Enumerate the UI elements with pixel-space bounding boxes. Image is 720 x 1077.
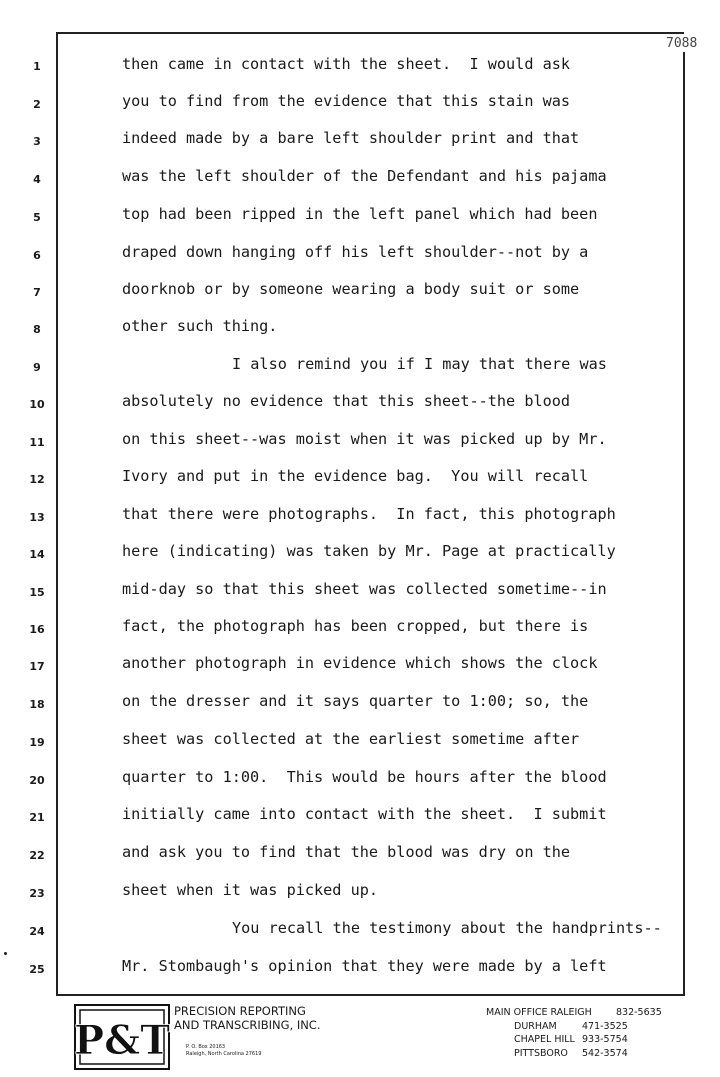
line-number: 3	[33, 135, 41, 148]
line-number: 7	[33, 286, 41, 299]
transcript-line: indeed made by a bare left shoulder print and that	[122, 129, 580, 147]
transcript-line: absolutely no evidence that this sheet--the blood	[122, 392, 571, 410]
transcript-line: and ask you to find that the blood was dry on the	[122, 843, 571, 861]
transcript-line: Ivory and put in the evidence bag. You will recall	[122, 467, 589, 485]
line-number: 22	[29, 849, 45, 862]
transcript-line: another photograph in evidence which shows the clock	[122, 654, 598, 672]
transcript-line: sheet when it was picked up.	[122, 881, 379, 899]
line-number: 17	[29, 660, 45, 673]
line-number: 5	[33, 211, 41, 224]
transcript-line: initially came into contact with the sheet. I submit	[122, 805, 607, 823]
transcript-line: on this sheet--was moist when it was picked up by Mr.	[122, 430, 607, 448]
transcript-line: fact, the photograph has been cropped, but there is	[122, 617, 589, 635]
line-number: 25	[29, 963, 45, 976]
office-row	[486, 1006, 662, 1020]
transcript-line: draped down hanging off his left shoulder--not by a	[122, 243, 589, 261]
line-number: 19	[29, 736, 45, 749]
transcript-line: here (indicating) was taken by Mr. Page at practically	[122, 542, 616, 560]
company-name	[174, 1004, 321, 1032]
transcript-line: quarter to 1:00. This would be hours after the blood	[122, 768, 607, 786]
line-number: 4	[33, 173, 41, 186]
transcript-line: you to find from the evidence that this stain was	[122, 92, 571, 110]
line-number: 2	[33, 98, 41, 111]
footer	[0, 1000, 720, 1077]
office-row	[514, 1033, 662, 1047]
line-number: 24	[29, 925, 45, 938]
office-list	[486, 1006, 662, 1060]
line-number: 1	[33, 60, 41, 73]
office-name: MAIN OFFICE RALEIGH	[486, 1007, 592, 1018]
office-row	[514, 1020, 662, 1034]
line-number: 13	[29, 511, 45, 524]
margin-dot	[4, 952, 7, 955]
office-row	[514, 1047, 662, 1061]
page-number: 7088	[666, 36, 698, 51]
company-logo	[74, 1004, 170, 1070]
company-name-line: AND TRANSCRIBING, INC.	[174, 1018, 321, 1032]
office-name: CHAPEL HILL	[514, 1034, 575, 1046]
transcript-line: doorknob or by someone wearing a body suit or some	[122, 280, 580, 298]
transcript-line: mid-day so that this sheet was collected sometime--in	[122, 580, 607, 598]
office-phone: 933-5754	[582, 1034, 628, 1046]
office-phone: 471-3525	[582, 1020, 628, 1032]
transcript-line: top had been ripped in the left panel which had been	[122, 205, 598, 223]
line-number: 9	[33, 361, 41, 374]
office-phone: 542-3574	[582, 1047, 628, 1059]
office-phone: 832-5635	[616, 1007, 662, 1018]
address-line: Raleigh, North Carolina 27619	[186, 1051, 262, 1057]
line-number: 12	[29, 473, 45, 486]
transcript-line: then came in contact with the sheet. I would ask	[122, 55, 571, 73]
address-line: P. O. Box 20163	[186, 1044, 226, 1050]
line-number: 21	[29, 811, 45, 824]
line-number: 18	[29, 698, 45, 711]
transcript-frame-right-border	[683, 52, 685, 996]
transcript-line: Mr. Stombaugh's opinion that they were made by a left	[122, 957, 607, 975]
transcript-line: other such thing.	[122, 317, 278, 335]
logo-text: P&T	[74, 1017, 170, 1064]
line-number: 20	[29, 774, 45, 787]
company-name-line: PRECISION REPORTING	[174, 1004, 306, 1018]
line-number: 6	[33, 249, 41, 262]
line-number: 15	[29, 586, 45, 599]
company-address	[186, 1044, 261, 1058]
office-name: PITTSBORO	[514, 1047, 568, 1059]
transcript-line: I also remind you if I may that there was	[232, 355, 607, 373]
line-number: 14	[29, 548, 45, 561]
transcript-line: sheet was collected at the earliest sometime after	[122, 730, 580, 748]
transcript-line: on the dresser and it says quarter to 1:00; so, the	[122, 692, 589, 710]
line-number: 11	[29, 436, 45, 449]
line-number: 10	[29, 398, 45, 411]
transcript-line: You recall the testimony about the handprints--	[232, 919, 662, 937]
line-number: 8	[33, 323, 41, 336]
line-number: 16	[29, 623, 45, 636]
transcript-line: that there were photographs. In fact, this photograph	[122, 505, 616, 523]
transcript-line: was the left shoulder of the Defendant and his pajama	[122, 167, 607, 185]
line-number: 23	[29, 887, 45, 900]
office-name: DURHAM	[514, 1020, 557, 1032]
